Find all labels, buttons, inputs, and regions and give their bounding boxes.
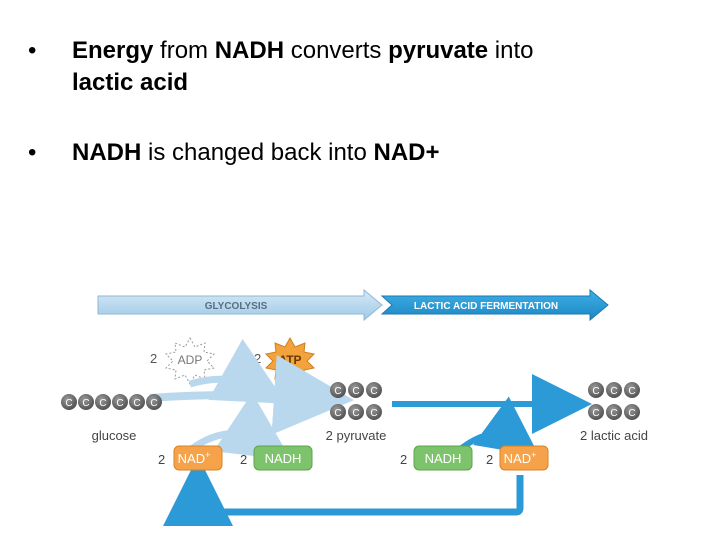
carbon-atom: [624, 404, 640, 420]
svg-text:2: 2: [240, 452, 248, 467]
carbon-atom: [624, 382, 640, 398]
svg-text:NAD+: NAD+: [177, 450, 211, 466]
svg-text:C: C: [610, 408, 618, 419]
lactic-acid-label: 2 lactic acid: [580, 428, 648, 443]
fermentation-diagram: [0, 280, 720, 540]
atp-group: [254, 338, 314, 384]
svg-text:C: C: [352, 408, 360, 419]
carbon-atom: [129, 394, 145, 410]
fermentation-banner: [382, 290, 608, 320]
svg-text:C: C: [592, 408, 600, 419]
svg-text:2: 2: [486, 452, 494, 467]
glycolysis-banner: [98, 290, 382, 320]
glycolysis-label: GLYCOLYSIS: [204, 301, 268, 312]
svg-text:C: C: [370, 408, 378, 419]
glucose-to-pyruvate-arrow: [150, 395, 322, 398]
svg-text:C: C: [352, 386, 360, 397]
glucose-label: glucose: [91, 428, 137, 443]
svg-text:NAD+: NAD+: [503, 450, 537, 466]
adp-to-atp-arrow: [190, 379, 262, 390]
bullet-1-text-line2: lactic acid: [72, 69, 189, 96]
svg-text:C: C: [592, 386, 600, 397]
bullet-marker: •: [28, 139, 37, 166]
svg-text:C: C: [628, 386, 636, 397]
carbon-atom: [588, 404, 604, 420]
adp-label: ADP: [177, 353, 203, 367]
bullet-1-text: Energy from NADH converts pyruvate into: [72, 37, 534, 64]
carbon-atom: [112, 394, 128, 410]
svg-text:C: C: [628, 408, 636, 419]
carbon-atom: [366, 404, 382, 420]
carbon-atom: [330, 404, 346, 420]
nad-plus-box-1: [158, 446, 222, 470]
carbon-atom: [95, 394, 111, 410]
pyruvate-carbons: [330, 382, 382, 420]
atp-count: 2: [254, 351, 262, 366]
carbon-atom: [606, 382, 622, 398]
carbon-atom: [348, 382, 364, 398]
svg-text:2: 2: [158, 452, 166, 467]
bullet-2-text: NADH is changed back into NAD+: [72, 139, 440, 166]
fermentation-label: LACTIC ACID FERMENTATION: [413, 301, 559, 312]
svg-text:C: C: [116, 398, 124, 409]
svg-text:C: C: [370, 386, 378, 397]
svg-text:C: C: [334, 408, 342, 419]
svg-text:C: C: [65, 398, 73, 409]
svg-text:C: C: [334, 386, 342, 397]
regeneration-loop-arrow: [198, 475, 520, 512]
glucose-carbons: [61, 394, 162, 410]
svg-text:C: C: [610, 386, 618, 397]
svg-text:NADH: NADH: [424, 451, 462, 466]
carbon-atom: [348, 404, 364, 420]
pyruvate-label: 2 pyruvate: [325, 428, 387, 443]
lactic-acid-carbons: [588, 382, 640, 420]
svg-text:C: C: [82, 398, 90, 409]
carbon-atom: [588, 382, 604, 398]
svg-text:C: C: [150, 398, 158, 409]
carbon-atom: [78, 394, 94, 410]
carbon-atom: [146, 394, 162, 410]
carbon-atom: [366, 382, 382, 398]
nadh-box-1: [240, 446, 312, 470]
carbon-atom: [330, 382, 346, 398]
nad-plus-box-2: [486, 446, 548, 470]
atp-label: ATP: [278, 353, 302, 367]
svg-text:C: C: [133, 398, 141, 409]
bullet-marker: •: [28, 37, 37, 64]
svg-text:2: 2: [400, 452, 408, 467]
svg-text:NADH: NADH: [264, 451, 302, 466]
carbon-atom: [606, 404, 622, 420]
svg-text:C: C: [99, 398, 107, 409]
carbon-atom: [61, 394, 77, 410]
adp-count: 2: [150, 351, 158, 366]
nadh-box-2: [400, 446, 472, 470]
